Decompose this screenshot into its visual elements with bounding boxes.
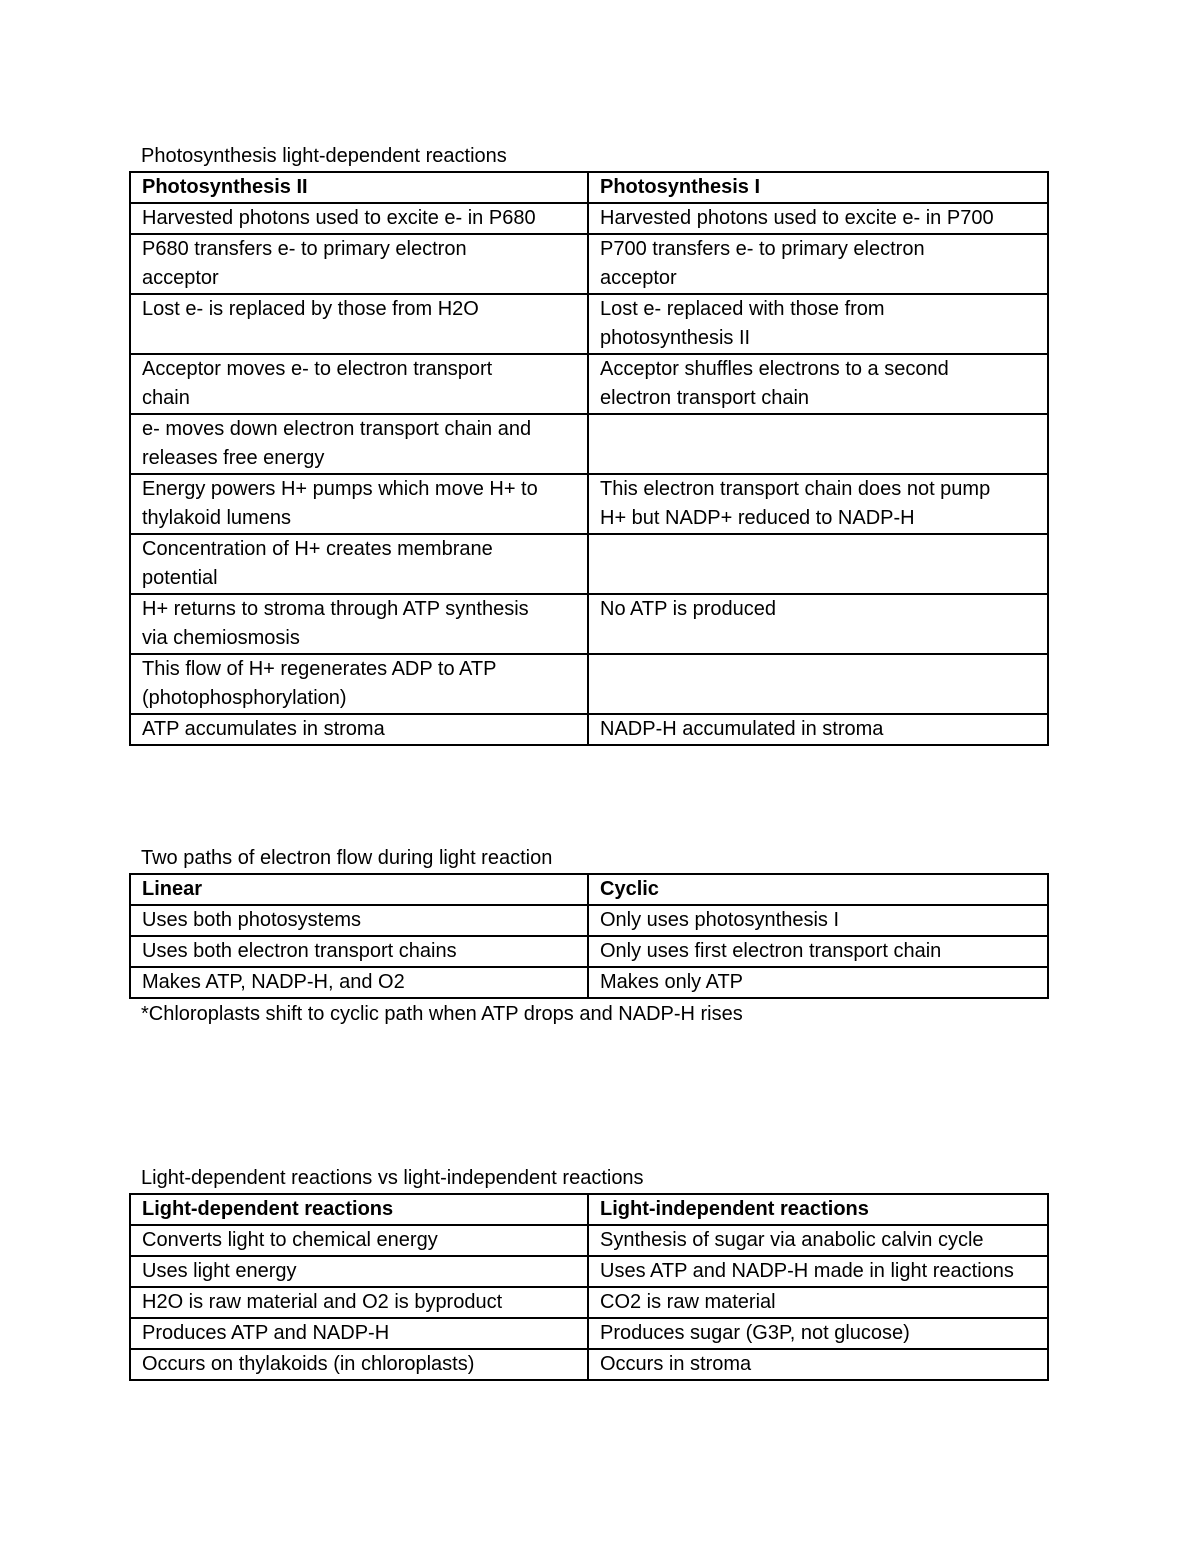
table-cell: Makes ATP, NADP-H, and O2 — [130, 967, 588, 998]
photosystems-table — [129, 171, 1049, 746]
table-header-row — [130, 874, 1048, 905]
table-cell — [588, 654, 1048, 714]
table-cell: Lost e- replaced with those from photosynthesis II — [588, 294, 1048, 354]
light-reactions-comparison-table — [129, 1193, 1049, 1381]
table-cell: P680 transfers e- to primary electron acceptor — [130, 234, 588, 294]
table-cell — [588, 534, 1048, 594]
header-cell: Light-dependent reactions — [130, 1194, 588, 1225]
table-row — [130, 294, 1048, 354]
electron-flow-table — [129, 873, 1049, 999]
table-cell: Uses ATP and NADP-H made in light reactions — [588, 1256, 1048, 1287]
header-cell: Cyclic — [588, 874, 1048, 905]
table-caption: Two paths of electron flow during light reaction — [141, 847, 553, 869]
table-cell: Energy powers H+ pumps which move H+ to thylakoid lumens — [130, 474, 588, 534]
table-cell: Harvested photons used to excite e- in P700 — [588, 203, 1048, 234]
table-cell: P700 transfers e- to primary electron acceptor — [588, 234, 1048, 294]
table-cell: Acceptor shuffles electrons to a second electron transport chain — [588, 354, 1048, 414]
table-caption: Light-dependent reactions vs light-independent reactions — [141, 1167, 644, 1189]
table-row — [130, 967, 1048, 998]
table-row — [130, 354, 1048, 414]
footnote: *Chloroplasts shift to cyclic path when ATP drops and NADP-H rises — [141, 1003, 743, 1025]
table-row — [130, 203, 1048, 234]
table-row — [130, 474, 1048, 534]
table-cell: ATP accumulates in stroma — [130, 714, 588, 745]
header-cell: Photosynthesis II — [130, 172, 588, 203]
table-cell: Uses both electron transport chains — [130, 936, 588, 967]
table-row — [130, 1349, 1048, 1380]
table-row — [130, 1287, 1048, 1318]
table-cell: CO2 is raw material — [588, 1287, 1048, 1318]
table-cell: Uses light energy — [130, 1256, 588, 1287]
table-cell: H2O is raw material and O2 is byproduct — [130, 1287, 588, 1318]
table-caption: Photosynthesis light-dependent reactions — [141, 145, 507, 167]
photosynthesis-reactions-section — [129, 141, 1047, 746]
table-cell: This electron transport chain does not pump H+ but NADP+ reduced to NADP-H — [588, 474, 1048, 534]
table-row — [130, 714, 1048, 745]
table-cell: e- moves down electron transport chain and releases free energy — [130, 414, 588, 474]
table-cell — [588, 414, 1048, 474]
header-cell: Light-independent reactions — [588, 1194, 1048, 1225]
table-cell: No ATP is produced — [588, 594, 1048, 654]
table-cell: This flow of H+ regenerates ADP to ATP (photophosphorylation) — [130, 654, 588, 714]
table-cell: Occurs in stroma — [588, 1349, 1048, 1380]
table-row — [130, 234, 1048, 294]
table-row — [130, 654, 1048, 714]
header-cell: Linear — [130, 874, 588, 905]
table-cell: Produces ATP and NADP-H — [130, 1318, 588, 1349]
table-cell: Synthesis of sugar via anabolic calvin cycle — [588, 1225, 1048, 1256]
table-cell: Only uses photosynthesis I — [588, 905, 1048, 936]
table-cell: Acceptor moves e- to electron transport chain — [130, 354, 588, 414]
table-row — [130, 1225, 1048, 1256]
table-row — [130, 905, 1048, 936]
table-cell: Lost e- is replaced by those from H2O — [130, 294, 588, 354]
table-cell: Converts light to chemical energy — [130, 1225, 588, 1256]
table-row — [130, 936, 1048, 967]
table-row — [130, 1256, 1048, 1287]
table-row — [130, 414, 1048, 474]
table-row — [130, 1318, 1048, 1349]
table-row — [130, 534, 1048, 594]
table-header-row — [130, 172, 1048, 203]
table-cell: Concentration of H+ creates membrane potential — [130, 534, 588, 594]
electron-flow-section — [129, 843, 1047, 1029]
table-row — [130, 594, 1048, 654]
light-reactions-comparison-section — [129, 1163, 1047, 1381]
table-cell: Uses both photosystems — [130, 905, 588, 936]
table-cell: Produces sugar (G3P, not glucose) — [588, 1318, 1048, 1349]
table-cell: Only uses first electron transport chain — [588, 936, 1048, 967]
header-cell: Photosynthesis I — [588, 172, 1048, 203]
table-cell: Occurs on thylakoids (in chloroplasts) — [130, 1349, 588, 1380]
table-header-row — [130, 1194, 1048, 1225]
table-cell: H+ returns to stroma through ATP synthesis via chemiosmosis — [130, 594, 588, 654]
table-cell: Makes only ATP — [588, 967, 1048, 998]
table-cell: Harvested photons used to excite e- in P680 — [130, 203, 588, 234]
table-cell: NADP-H accumulated in stroma — [588, 714, 1048, 745]
